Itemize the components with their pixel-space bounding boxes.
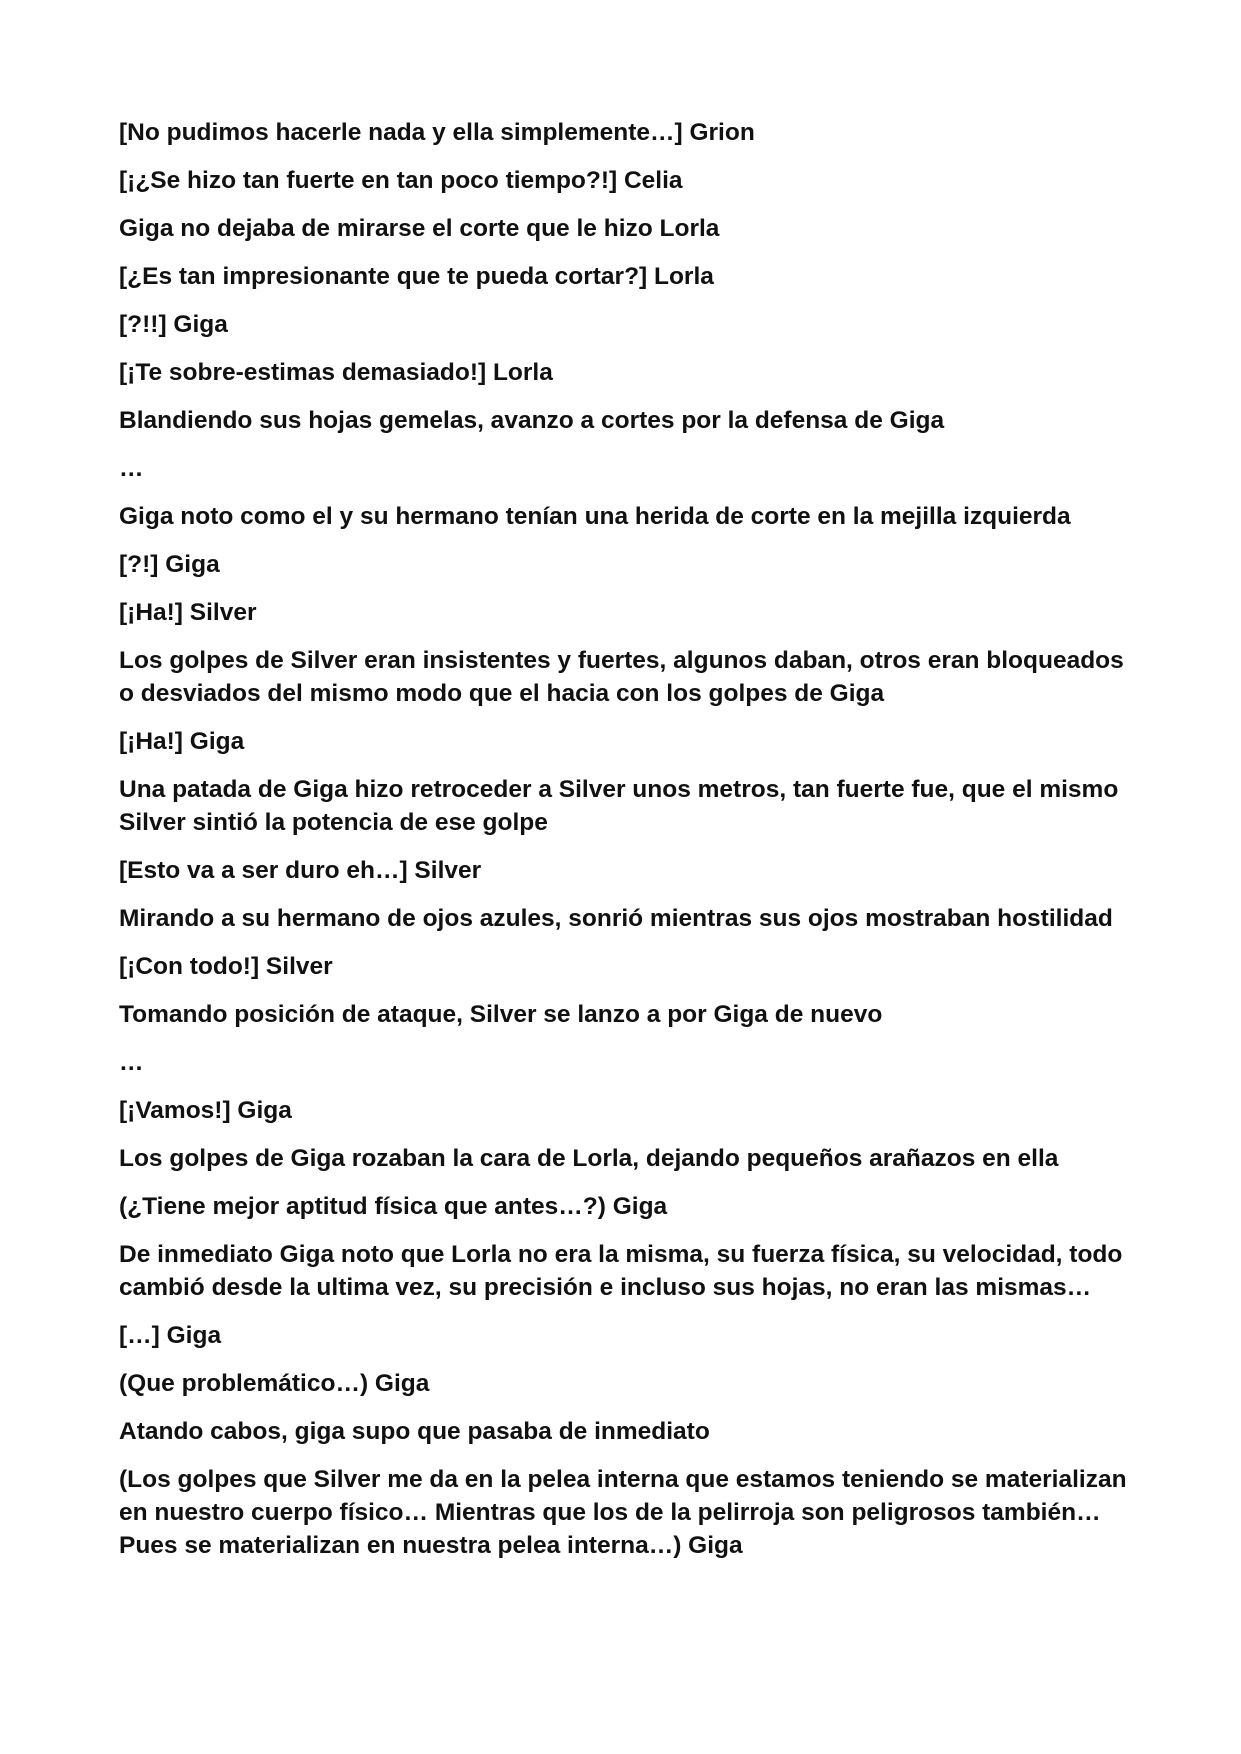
paragraph: [¡Vamos!] Giga <box>119 1097 292 1124</box>
paragraph: Giga noto como el y su hermano tenían una herida de corte en la mejilla izquierda <box>119 503 1071 530</box>
paragraph: [¡Te sobre-estimas demasiado!] Lorla <box>119 359 553 386</box>
paragraph: [?!] Giga <box>119 551 220 578</box>
paragraph: (Los golpes que Silver me da en la pelea interna que estamos teniendo se materializan en nuestro cuerpo físico… Mientras que los de la pelirroja son peligrosos también… Pues se materializan en nuestra pelea interna…) Giga <box>119 1466 1127 1559</box>
paragraph: [Esto va a ser duro eh…] Silver <box>119 857 482 884</box>
paragraph: … <box>119 455 144 482</box>
paragraph: […] Giga <box>119 1322 222 1349</box>
paragraph: [?!!] Giga <box>119 311 228 338</box>
paragraph: Una patada de Giga hizo retroceder a Silver unos metros, tan fuerte fue, que el mismo Silver sintió la potencia de ese golpe <box>119 776 1119 836</box>
paragraph: Blandiendo sus hojas gemelas, avanzo a cortes por la defensa de Giga <box>119 407 945 434</box>
paragraph: [No pudimos hacerle nada y ella simplemente…] Grion <box>119 119 755 146</box>
paragraph: Atando cabos, giga supo que pasaba de inmediato <box>119 1418 710 1445</box>
paragraph: Los golpes de Silver eran insistentes y fuertes, algunos daban, otros eran bloqueados o desviados del mismo modo que el hacia con los golpes de Giga <box>119 647 1124 707</box>
paragraph: Mirando a su hermano de ojos azules, sonrió mientras sus ojos mostraban hostilidad <box>119 905 1113 932</box>
paragraph: De inmediato Giga noto que Lorla no era la misma, su fuerza física, su velocidad, todo cambió desde la ultima vez, su precisión e incluso sus hojas, no eran las mismas… <box>119 1241 1123 1301</box>
document-page <box>119 116 1129 1577</box>
paragraph: [¡Ha!] Silver <box>119 599 257 626</box>
paragraph: Giga no dejaba de mirarse el corte que le hizo Lorla <box>119 215 720 242</box>
paragraph: (Que problemático…) Giga <box>119 1370 430 1397</box>
paragraph: [¡Ha!] Giga <box>119 728 245 755</box>
paragraph: Tomando posición de ataque, Silver se lanzo a por Giga de nuevo <box>119 1001 883 1028</box>
paragraph: (¿Tiene mejor aptitud física que antes…?) Giga <box>119 1193 668 1220</box>
paragraph: … <box>119 1049 144 1076</box>
paragraph: [¡¿Se hizo tan fuerte en tan poco tiempo?!] Celia <box>119 167 683 194</box>
paragraph: [¡Con todo!] Silver <box>119 953 333 980</box>
paragraph: [¿Es tan impresionante que te pueda cortar?] Lorla <box>119 263 714 290</box>
paragraph: Los golpes de Giga rozaban la cara de Lorla, dejando pequeños arañazos en ella <box>119 1145 1059 1172</box>
